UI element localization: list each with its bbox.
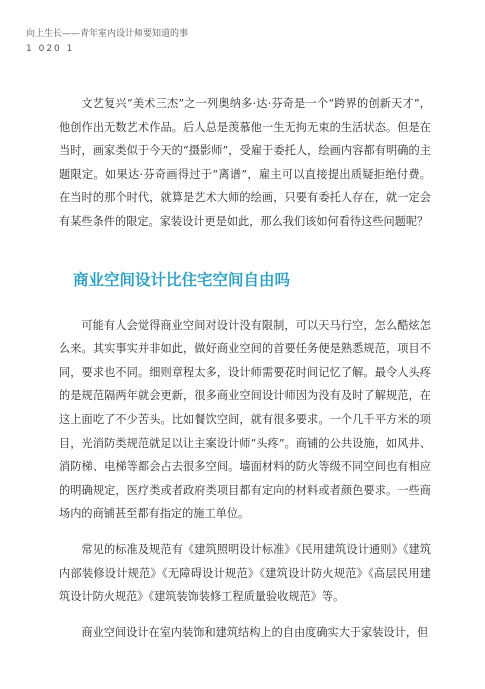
body-paragraph: 可能有人会觉得商业空间对设计没有限制，可以天马行空，怎么酷炫怎么来。其实事实并非如此，做好商业空间的首要任务便是熟悉规范，项目不同，要求也不同。细则章程太多，设计师需要花时间记忆了解。最令人头疼的是规范隔两年就会更新，很多商业空间设计师因为没有及时了解规范，在这上面吃了不少苦头。比如餐饮空间，就有很多要求。一个几千平方米的项目，光消防类规范就足以让主案设计师“头疼”。商铺的公共设施，如风井、消防梯、电梯等都会占去很多空间。墙面材料的防火等级不同空间也有相应的明确规定，医疗类或者政府类项目都有定向的材料或者颜色要求。一些商场内的商铺甚至都有指定的施工单位。 — [59, 318, 431, 521]
book-title: 向上生长——青年室内设计师要知道的事 — [26, 29, 189, 39]
running-header — [26, 27, 188, 57]
page-number: 1 020 1 — [26, 44, 75, 54]
page-body — [59, 92, 431, 644]
intro-paragraph: 文艺复兴“美术三杰”之一列奥纳多·达·芬奇是一个“跨界的创新天才”，他创作出无数艺术作品。后人总是羡慕他一生无拘无束的生活状态。但是在当时，画家类似于今天的“摄影师”，受雇于委托人，绘画内容都有明确的主题限定。如果达·芬奇画得过于“离谱”，雇主可以直接提出质疑拒绝付费。在当时的那个时代，就算是艺术大师的绘画，只要有委托人存在，就一定会有某些条件的限定。家装设计更是如此，那么我们该如何看待这些问题呢？ — [59, 97, 431, 228]
body-paragraph: 常见的标准及规范有《建筑照明设计标准》《民用建筑设计通则》《建筑内部装修设计规范》《无障碍设计规范》《建筑设计防火规范》《高层民用建筑设计防火规范》《建筑装饰装修工程质量验收规范》等。 — [59, 542, 431, 604]
section-heading: 商业空间设计比住宅空间自由吗 — [73, 270, 291, 289]
body-paragraph: 商业空间设计在室内装饰和建筑结构上的自由度确实大于家装设计，但 — [81, 625, 429, 639]
